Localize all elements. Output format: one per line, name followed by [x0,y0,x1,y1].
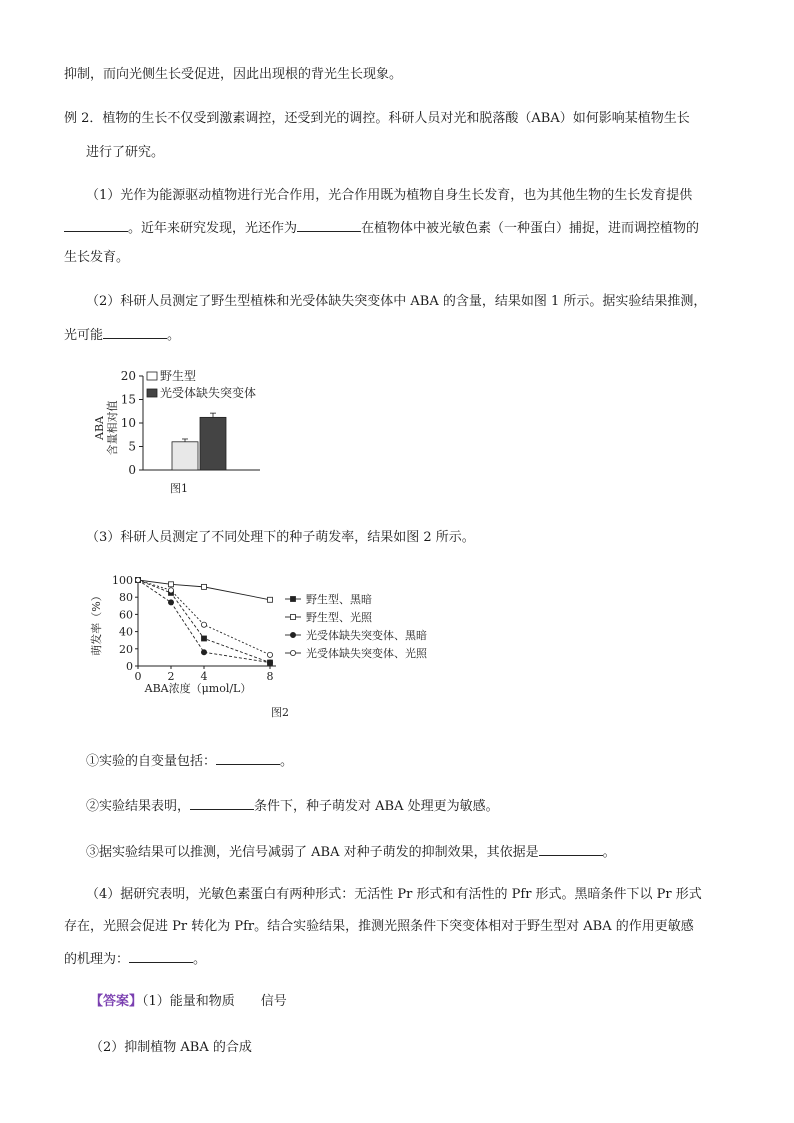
example-2-line-2: 进行了研究。 [86,145,165,160]
question-1-line-3: 生长发育。 [64,250,130,265]
paragraph-intro: 抑制，而向光侧生长受促进，因此出现根的背光生长现象。 [64,67,403,82]
question-4-end: 。 [193,952,207,967]
fig2-ytick-label: 0 [126,660,133,673]
fig1-legend-swatch-mutant [147,389,157,397]
answer-blank[interactable] [129,950,193,963]
fig1-ytick-label: 10 [120,416,136,430]
fig1-ytick-label: 0 [128,463,136,477]
question-2-text: 光可能 [64,328,104,343]
question-2-line-2 [64,326,180,344]
question-1-line-2 [64,219,699,237]
example-2-line-1: 例 2．植物的生长不仅受到激素调控，还受到光的调控。科研人员对光和脱落酸（ABA）如何影响某植物生长 [64,111,690,126]
sub-question-3-end: 。 [602,845,616,860]
question-4-line-2: 存在，光照会促进 Pr 转化为 Pfr。结合实验结果，推测光照条件下突变体相对于野生型对 ABA 的作用更敏感 [64,919,694,934]
fig2-xlabel: ABA浓度（μmol/L） [144,682,252,695]
fig2-xtick-label: 0 [134,670,142,683]
fig2-legend-label: 野生型、黑暗 [306,593,372,606]
fig2-legend-label: 光受体缺失突变体、黑暗 [306,629,427,642]
answer-1: （1）能量和物质 信号 [142,994,287,1009]
fig1-ytick-label: 20 [120,369,136,383]
fig1-ylabel-abba: ABA [93,416,106,440]
fig1-legend-mutant: 光受体缺失突变体 [160,386,257,400]
fig2-legend-marker [291,597,296,602]
sub-question-2 [86,797,499,815]
question-4-line-3 [64,950,206,968]
fig1-ytick-label: 5 [128,439,136,454]
question-1-text-b: 在植物体中被光敏色素（一种蛋白）捕捉，进而调控植物的 [361,221,700,236]
fig1-caption: 图1 [170,482,188,495]
question-4-line-1: （4）据研究表明，光敏色素蛋白有两种形式：无活性 Pr 形式和有活性的 Pfr 形式。黑暗条件下以 Pr 形式 [86,887,702,902]
fig2-caption: 图2 [271,706,289,719]
fig2-data-point [267,652,272,657]
fig2-legend-marker [290,632,295,637]
fig2-series-line [138,580,270,655]
fig2-data-point [201,650,206,655]
fig2-data-point [135,577,140,582]
fig1-legend-wild: 野生型 [160,369,197,383]
answer-tag: 【答案】 [90,994,143,1009]
fig2-data-point [267,660,272,665]
fig2-legend-label: 野生型、光照 [306,611,372,624]
sub-question-3-text: ③据实验结果可以推测，光信号减弱了 ABA 对种子萌发的抑制效果，其依据是 [86,845,539,860]
fig2-data-point [168,588,173,593]
fig1-legend-swatch-wild [147,372,157,380]
question-3: （3）科研人员测定了不同处理下的种子萌发率，结果如图 2 所示。 [86,530,475,545]
fig1-ytick-label: 15 [120,392,136,407]
answer-line-1 [90,994,287,1010]
fig2-ytick-label: 100 [112,574,133,587]
sub-question-2-text-b: 条件下，种子萌发对 ABA 处理更为敏感。 [254,799,499,814]
answer-blank[interactable] [190,797,254,810]
answer-blank[interactable] [64,219,128,232]
fig2-legend-marker [290,650,295,655]
sub-question-1-text: ①实验的自变量包括： [86,754,217,769]
fig1-ylabel-content: 含量相对值 [106,400,119,456]
fig2-xtick-label: 4 [200,670,208,683]
answer-blank[interactable] [297,219,361,232]
sub-question-1-end: 。 [280,754,294,769]
fig2-ylabel: 萌发率（%） [90,590,103,656]
fig2-legend-label: 光受体缺失突变体、光照 [306,647,427,660]
fig2-legend-marker [291,615,296,620]
fig2-ytick-label: 20 [119,642,133,656]
fig2-data-point [202,584,207,589]
fig2-data-point [168,600,173,605]
fig2-ytick-label: 80 [119,591,133,605]
fig2-xtick-label: 2 [167,670,175,683]
question-4-text: 的机理为： [64,952,130,967]
fig2-xtick-label: 8 [266,670,274,683]
fig2-series-line [138,580,270,600]
fig2-data-point [268,597,273,602]
sub-question-1 [86,752,293,770]
fig2-data-point [169,582,174,587]
question-1-line-1: （1）光作为能源驱动植物进行光合作用，光合作用既为植物自身生长发育，也为其他生物的生长发育提供 [86,188,693,203]
fig2-data-point [201,622,206,627]
answer-line-2: （2）抑制植物 ABA 的合成 [90,1040,252,1055]
sub-question-3 [86,843,616,861]
fig1-bar [200,417,226,470]
question-1-text-a: 。近年来研究发现，光还作为 [128,221,298,236]
figure-1-chart [88,360,288,500]
question-2-line-1: （2）科研人员测定了野生型植株和光受体缺失突变体中 ABA 的含量，结果如图 1 所示。据实验结果推测， [86,294,707,309]
fig2-data-point [202,636,207,641]
fig2-ytick-label: 60 [119,608,133,622]
figure-2-chart [80,568,460,724]
question-2-end: 。 [167,328,181,343]
fig2-ytick-label: 40 [119,625,133,639]
fig1-bar [172,442,198,470]
answer-blank[interactable] [103,326,167,339]
answer-blank[interactable] [216,752,280,765]
sub-question-2-text-a: ②实验结果表明， [86,799,191,814]
answer-blank[interactable] [539,843,603,856]
